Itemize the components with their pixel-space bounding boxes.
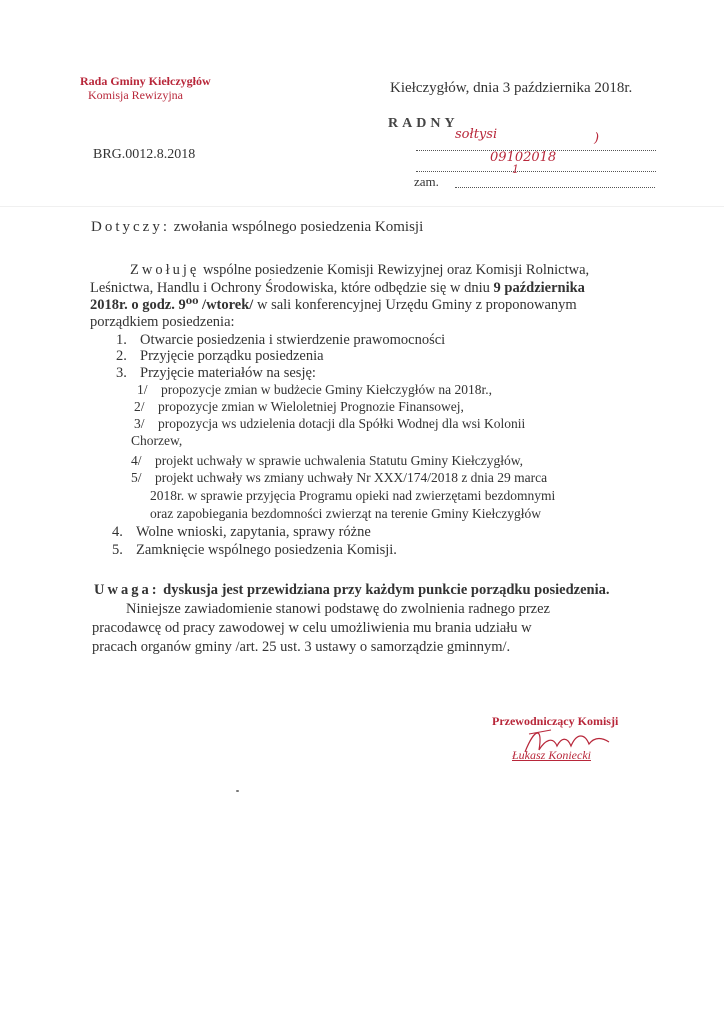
material-item-continuation: oraz zapobiegania bezdomności zwierząt na terenie Gminy Kiełczygłów — [150, 506, 541, 521]
place-and-date: Kiełczygłów, dnia 3 października 2018r. — [390, 80, 633, 96]
address-label: zam. — [414, 174, 439, 189]
address-line — [455, 173, 655, 188]
recipient-label: RADNY — [388, 116, 459, 131]
agenda-item: 3. Przyjęcie materiałów na sesję: — [116, 365, 316, 381]
body-line-4: porządkiem posiedzenia: — [90, 314, 235, 330]
note-line-2: pracodawcę od pracy zawodowej w celu umożliwienia mu brania udziału w — [92, 620, 532, 636]
agenda-item: 2. Przyjęcie porządku posiedzenia — [116, 348, 324, 364]
body-line-2-text: Leśnictwa, Handlu i Ochrony Środowiska, które odbędzie się w dniu — [90, 280, 494, 296]
body-line-1 — [130, 262, 589, 279]
material-item: 3/ propozycja ws udzielenia dotacji dla Spółki Wodnej dla wsi Kolonii — [134, 416, 526, 431]
chairman-name: Łukasz Koniecki — [512, 748, 591, 762]
meeting-year-time: 2018r. o godz. 9⁰⁰ /wtorek/ — [90, 297, 254, 313]
material-item-continuation: Chorzew, — [131, 433, 183, 448]
note-line-1: Niniejsze zawiadomienie stanowi podstawę do zwolnienia radnego przez — [126, 601, 550, 617]
agenda-item: 5. Zamknięcie wspólnego posiedzenia Komisji. — [112, 542, 397, 558]
body-line-3-text: w sali konferencyjnej Urzędu Gminy z proponowanym — [253, 297, 577, 313]
material-item-continuation: 2018r. w sprawie przyjęcia Programu opieki nad zwierzętami bezdomnymi — [150, 488, 556, 503]
note-heading — [94, 582, 609, 599]
subject-text: zwołania wspólnego posiedzenia Komisji — [173, 219, 424, 235]
scan-speck — [236, 790, 239, 792]
recipient-name-line — [416, 136, 656, 151]
note-line-3: pracach organów gminy /art. 25 ust. 3 ustawy o samorządzie gminnym/. — [92, 639, 511, 655]
subject-line — [91, 219, 423, 236]
body-line-1-text: wspólne posiedzenie Komisji Rewizyjnej oraz Komisji Rolnictwa, — [199, 262, 590, 278]
meeting-date: 9 października — [493, 280, 585, 296]
handwritten-date: 09102018 — [490, 150, 557, 165]
agenda-item: 4. Wolne wnioski, zapytania, sprawy różne — [112, 524, 371, 540]
note-emphasis: dyskusja jest przewidziana przy każdym punkcie porządku posiedzenia. — [159, 582, 610, 598]
scan-artifact-line — [0, 206, 724, 207]
body-line-2 — [90, 280, 585, 297]
handwritten-mark: 1 — [512, 163, 519, 176]
material-item: 2/ propozycje zmian w Wieloletniej Prognozie Finansowej, — [134, 399, 464, 414]
material-item: 4/ projekt uchwały w sprawie uchwalenia Statutu Gminy Kiełczygłów, — [131, 453, 524, 468]
reference-number: BRG.0012.8.2018 — [93, 147, 196, 162]
chairman-title: Przewodniczący Komisji — [492, 714, 619, 728]
handwritten-recipient-name: sołtysi — [455, 127, 498, 142]
handwritten-name-suffix: ) — [594, 131, 600, 146]
body-lead-word: Zwołuję — [130, 262, 200, 278]
body-line-3 — [90, 297, 577, 314]
note-label: Uwaga: — [94, 582, 160, 598]
issuer-stamp-council: Rada Gminy Kiełczygłów — [80, 74, 211, 88]
subject-prefix: Dotyczy: — [91, 219, 170, 235]
issuer-stamp-committee: Komisja Rewizyjna — [88, 88, 183, 102]
agenda-item: 1. Otwarcie posiedzenia i stwierdzenie prawomocności — [116, 332, 446, 348]
material-item: 1/ propozycje zmian w budżecie Gminy Kiełczygłów na 2018r., — [137, 382, 493, 397]
material-item: 5/ projekt uchwały ws zmiany uchwały Nr XXX/174/2018 z dnia 29 marca — [131, 470, 548, 485]
